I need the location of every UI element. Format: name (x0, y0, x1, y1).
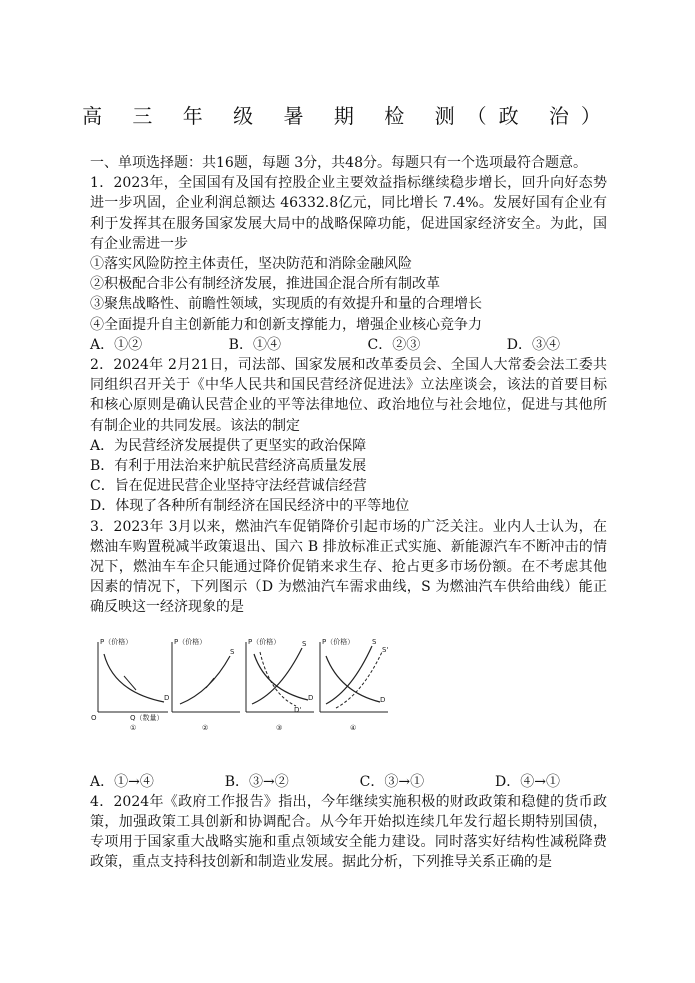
graph-3-demand-shift-curve (260, 652, 296, 706)
graph-4 (320, 637, 388, 732)
q3-option-d[interactable]: D．④→① (495, 773, 560, 790)
graph-3-d2-label: D' (294, 705, 302, 714)
graph-4-supply-shift-curve (336, 652, 382, 708)
q1-item-4: ④全面提升自主创新能力和创新支撑能力，增强企业核心竞争力 (90, 316, 482, 333)
graph-4-s2-label: S' (382, 645, 389, 654)
q3-option-a[interactable]: A．①→④ (90, 773, 154, 790)
graph-1-demand-curve (104, 654, 164, 702)
q3-option-b[interactable]: B．③→② (224, 773, 289, 790)
graph-1-d-label: D (164, 693, 170, 702)
graph-3-demand-curve (254, 654, 308, 700)
graph-3-d-label: D (308, 693, 314, 702)
q3-option-c[interactable]: C．③→① (359, 773, 425, 790)
graph-3-s-label: S (302, 639, 307, 648)
q2-option-a[interactable]: A．为民营经济发展提供了更坚实的政治保障 (90, 437, 367, 454)
graph-3-y-axis-label: P（价格） (248, 637, 281, 646)
graph-2-y-axis-label: P（价格） (174, 637, 207, 646)
q1-option-a[interactable]: A．①② (90, 336, 143, 353)
q1-option-d[interactable]: D．③④ (506, 336, 560, 353)
graph-2-supply-curve (180, 656, 230, 704)
supply-demand-graphs (90, 632, 390, 732)
graph-4-s-label: S (372, 637, 377, 646)
q1-item-3: ③聚焦战略性、前瞻性领域，实现质的有效提升和量的合理增长 (90, 296, 482, 313)
graph-1-number: ① (130, 723, 137, 732)
graph-1-shift-arrow (124, 676, 136, 690)
exam-content (90, 153, 607, 873)
q1-option-c[interactable]: C．②③ (367, 336, 421, 353)
graph-4-d-label: D (380, 695, 386, 704)
q1-options (90, 335, 560, 355)
q1-item-2: ②积极配合非公有制经济发展，推进国企混合所有制改革 (90, 276, 440, 293)
q2-option-b[interactable]: B．有利于用法治来护航民营经济高质量发展 (90, 458, 367, 475)
q3-stem: 3．2023年 3月以来，燃油汽车促销降价引起市场的广泛关注。业内人士认为，在燃油车购置税减半政策退出、国六 B 排放标准正式实施、新能源汽车不断冲击的情况下，燃油车车企只能通过降价促销来求生存、抢占更多市场份额。在不考虑其他因素的情况下，下列图示（D 为燃油汽车需求曲线，S 为燃油汽车供给曲线）能正确反映这一经济现象的是 (90, 518, 607, 616)
graph-1-x-axis-label: Q（数量） (130, 713, 164, 722)
graph-2-s-label: S (230, 647, 235, 656)
page-title: 高 三 年 级 暑 期 检 测（政 治） (82, 104, 613, 128)
graph-4-number: ④ (350, 723, 357, 732)
graph-1 (91, 637, 169, 732)
q3-options (90, 772, 560, 792)
graph-1-origin: O (91, 713, 97, 722)
q1-stem: 1．2023年，全国国有及国有控股企业主要效益指标继续稳步增长，回升向好态势进一步巩固，企业利润总额达 46332.8亿元，同比增长 7.4%。发展好国有企业有利于发挥其在服务国家发展大局中的战略保障功能，促进国家经济安全。为此，国有企业需进一步 (90, 175, 607, 252)
q2-option-c[interactable]: C．旨在促进民营企业坚持守法经营诚信经营 (90, 478, 367, 495)
graph-4-y-axis-label: P（价格） (322, 637, 355, 646)
graph-2-number: ② (202, 723, 209, 732)
graph-3 (246, 637, 314, 732)
graph-4-supply-curve (326, 646, 372, 704)
q2-option-d[interactable]: D．体现了各种所有制经济在国民经济中的平等地位 (90, 498, 410, 515)
graph-1-y-axis-label: P（价格） (100, 637, 133, 646)
q1-item-1: ①落实风险防控主体责任，坚决防范和消除金融风险 (90, 256, 412, 273)
graph-2-shift-arrow (206, 678, 214, 688)
section-heading: 一、单项选择题：共16题，每题 3分，共48分。每题只有一个选项最符合题意。 (90, 155, 587, 171)
graph-3-number: ③ (276, 723, 283, 732)
q1-option-b[interactable]: B．①④ (228, 336, 281, 353)
q3-graphs (90, 632, 607, 732)
q4-stem: 4．2024年《政府工作报告》指出，今年继续实施积极的财政政策和稳健的货币政策，加强政策工具创新和协调配合。从今年开始拟连续几年发行超长期特别国债，专项用于国家重大战略实施和重点领域安全能力建设。同时落实好结构性减税降费政策，重点支持科技创新和制造业发展。据此分析，下列推导关系正确的是 (90, 793, 607, 871)
graph-2 (172, 637, 240, 732)
q2-stem: 2．2024年 2月21日，司法部、国家发展和改革委员会、全国人大常委会法工委共同组织召开关于《中华人民共和国民营经济促进法》立法座谈会，该法的首要目标和核心原则是确认民营企业的平等法律地位、政治地位与社会地位，促进与其他所有制企业的共同发展。该法的制定 (90, 357, 607, 434)
